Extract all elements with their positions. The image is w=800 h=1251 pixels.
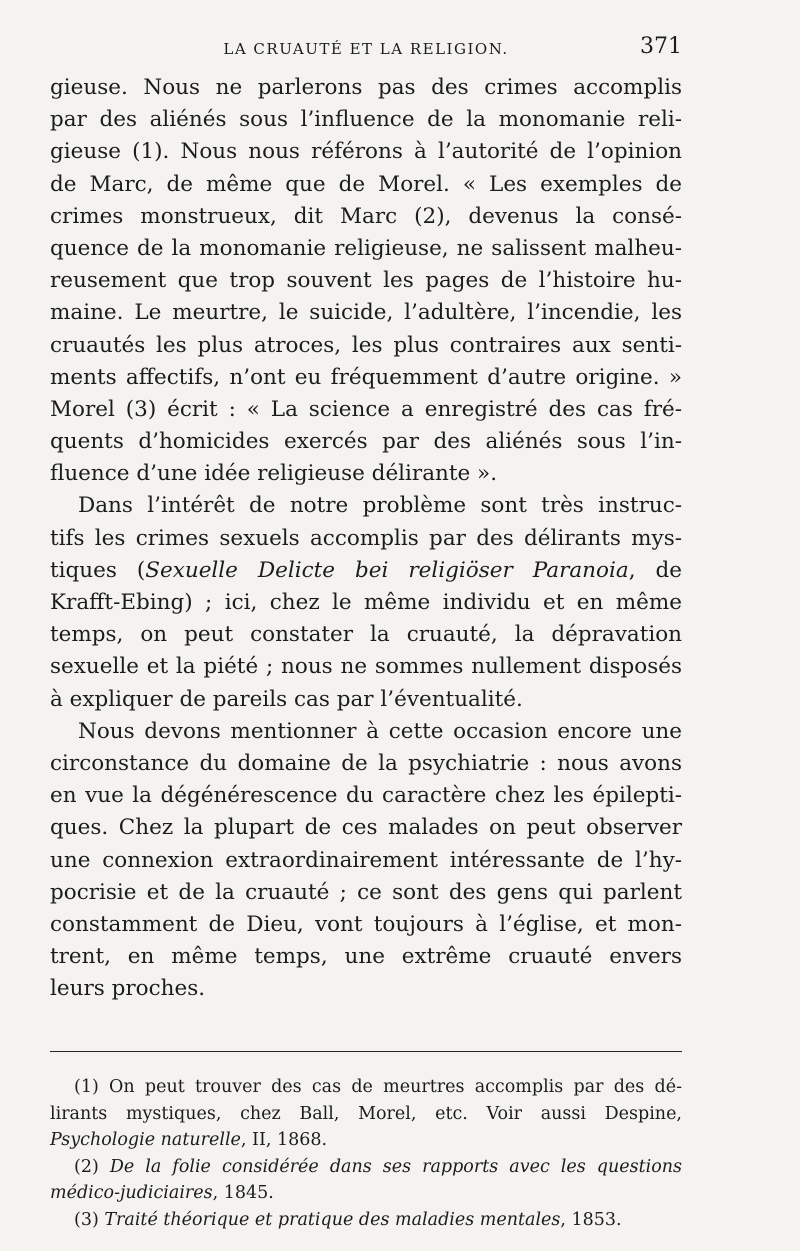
text-line: gieuse (1). Nous nous référons à l’autorité de l’opinion bbox=[50, 139, 682, 165]
text-fragment: tiques ( bbox=[50, 557, 146, 583]
running-title: LA CRUAUTÉ ET LA RELIGION. bbox=[223, 40, 509, 58]
footnote-line bbox=[50, 1180, 682, 1207]
text-line: tifs les crimes sexuels accomplis par des délirants mys- bbox=[50, 525, 682, 551]
text-fragment: , 1853. bbox=[560, 1209, 622, 1230]
text-line: fluence d’une idée religieuse délirante ». bbox=[50, 461, 498, 487]
text-line: maine. Le meurtre, le suicide, l’adultère, l’incendie, les bbox=[50, 300, 682, 326]
text-line: reusement que trop souvent les pages de l’histoire hu- bbox=[50, 268, 682, 294]
text-fragment: , 1845. bbox=[212, 1183, 274, 1203]
text-line: Nous devons mentionner à cette occasion encore une bbox=[78, 718, 682, 744]
text-line: Morel (3) écrit : « La science a enregistré des cas fré- bbox=[50, 396, 682, 422]
text-line: ques. Chez la plupart de ces malades on peut observer bbox=[50, 815, 682, 841]
footnotes bbox=[50, 1074, 682, 1233]
footnote-line: lirants mystiques, chez Ball, Morel, etc. Voir aussi Despine, bbox=[50, 1103, 682, 1124]
text-fragment: , II, 1868. bbox=[240, 1130, 328, 1150]
page-number: 371 bbox=[640, 34, 682, 59]
text-line: Dans l’intérêt de notre problème sont très instruc- bbox=[78, 493, 682, 519]
text-line: trent, en même temps, une extrême cruauté envers bbox=[50, 944, 682, 970]
text-line: temps, on peut constater la cruauté, la dépravation bbox=[50, 622, 682, 648]
text-line: à expliquer de pareils cas par l’éventualité. bbox=[50, 686, 523, 712]
footnote-line bbox=[50, 1127, 682, 1154]
italic-book-title: Sexuelle Delicte bei religiöser Paranoia bbox=[145, 557, 629, 583]
text-line: par des aliénés sous l’influence de la monomanie reli- bbox=[50, 107, 682, 133]
text-line: leurs proches. bbox=[50, 976, 206, 1002]
paragraph bbox=[50, 490, 682, 715]
text-line: pocrisie et de la cruauté ; ce sont des gens qui parlent bbox=[50, 879, 682, 905]
footnote-3 bbox=[50, 1207, 682, 1234]
footnote-divider bbox=[50, 1051, 682, 1052]
text-line: constamment de Dieu, vont toujours à l’église, et mon- bbox=[50, 911, 682, 937]
footnote-marker: (3) bbox=[74, 1209, 105, 1230]
italic-book-title: Traité théorique et pratique des maladies mentales bbox=[104, 1209, 561, 1230]
footnote-1 bbox=[50, 1074, 682, 1154]
footnote-line bbox=[50, 1207, 682, 1234]
text-line: gieuse. Nous ne parlerons pas des crimes accomplis bbox=[50, 75, 682, 100]
text-line: ments affectifs, n’ont eu fréquemment d’autre origine. » bbox=[50, 364, 682, 390]
text-line: cruautés les plus atroces, les plus contraires aux senti- bbox=[50, 332, 682, 358]
footnote-marker: (2) bbox=[74, 1156, 110, 1177]
text-line: sexuelle et la piété ; nous ne sommes nullement disposés bbox=[50, 654, 682, 680]
text-line: de Marc, de même que de Morel. « Les exemples de bbox=[50, 171, 682, 197]
text-line: quents d’homicides exercés par des aliénés sous l’in- bbox=[50, 429, 682, 455]
text-fragment: , de bbox=[628, 557, 683, 583]
text-line: une connexion extraordinairement intéressante de l’hy- bbox=[50, 847, 682, 873]
paragraph bbox=[50, 716, 682, 1006]
italic-book-title: médico-judiciaires bbox=[50, 1183, 213, 1203]
body-text bbox=[50, 72, 682, 1005]
footnote-line bbox=[50, 1154, 682, 1181]
text-line: crimes monstrueux, dit Marc (2), devenus la consé- bbox=[50, 203, 682, 229]
running-head bbox=[50, 34, 682, 64]
footnote-line: (1) On peut trouver des cas de meurtres accomplis par des dé- bbox=[74, 1077, 682, 1097]
text-line-with-title bbox=[50, 555, 682, 587]
italic-book-title: Psychologie naturelle bbox=[50, 1130, 241, 1150]
italic-book-title: De la folie considérée dans ses rapports avec les questions bbox=[109, 1156, 682, 1177]
text-line: Krafft-Ebing) ; ici, chez le même individu et en même bbox=[50, 590, 682, 615]
footnote-2 bbox=[50, 1154, 682, 1207]
paragraph bbox=[50, 72, 682, 490]
text-line: circonstance du domaine de la psychiatrie : nous avons bbox=[50, 750, 682, 776]
text-line: en vue la dégénérescence du caractère chez les épilepti- bbox=[50, 783, 682, 809]
text-line: quence de la monomanie religieuse, ne salissent malheu- bbox=[50, 235, 682, 261]
